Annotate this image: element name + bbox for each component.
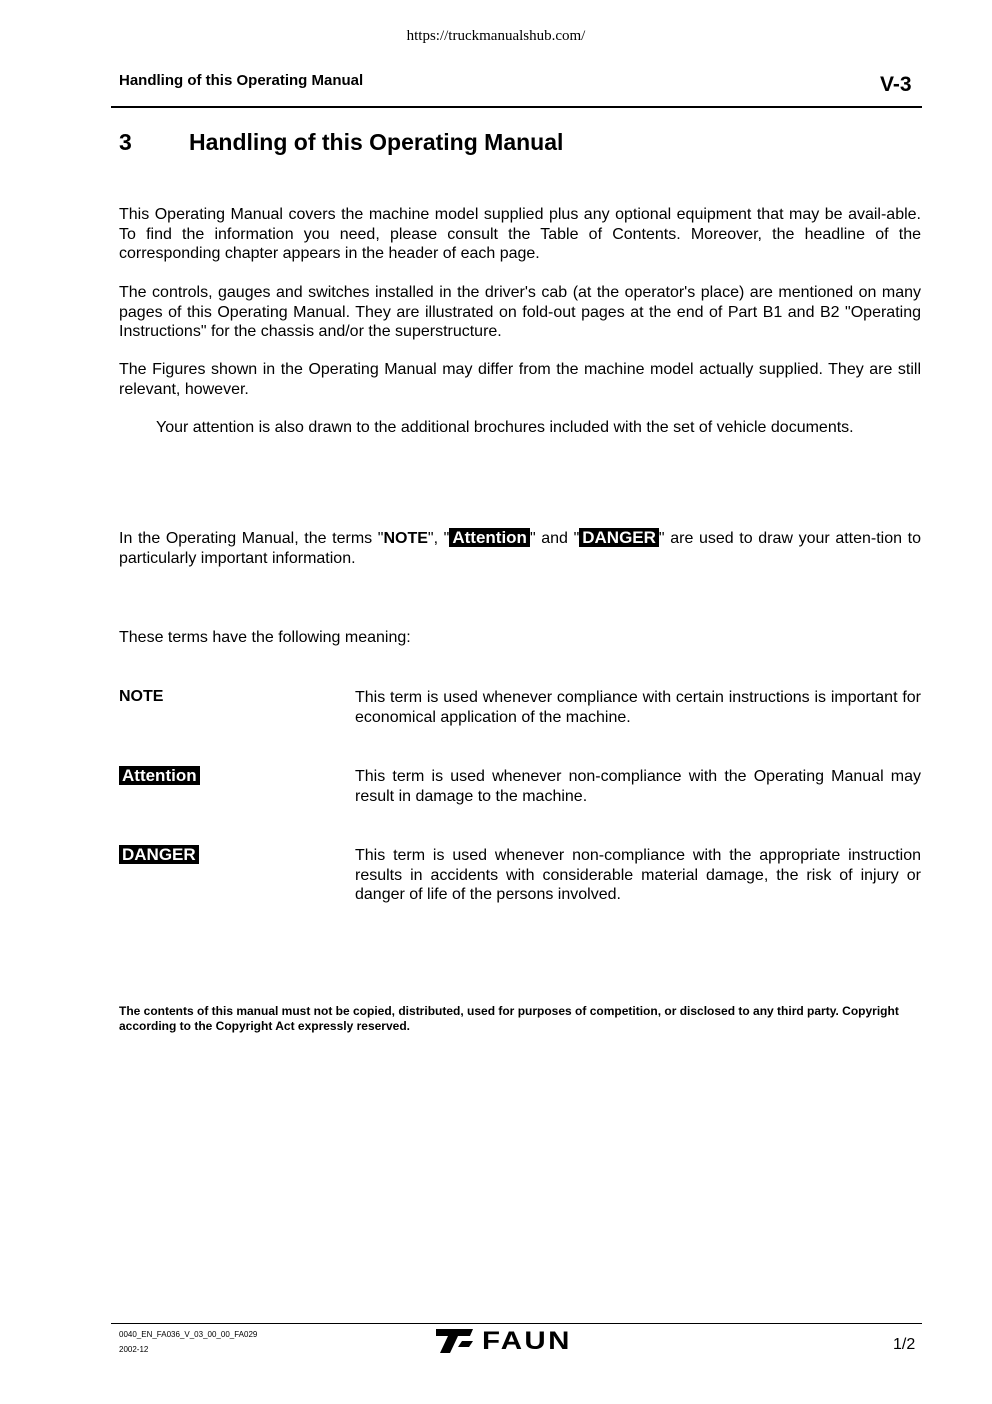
- attention-tag: Attention: [119, 766, 200, 785]
- note-term-inline: NOTE: [383, 530, 428, 547]
- term-definition-danger: This term is used whenever non-compliance with the appropriate instruction results in accidents with considerable material damage, the risk of injury or danger of life of the persons involved.: [355, 847, 921, 903]
- paragraph-controls: The controls, gauges and switches installed in the driver's cab (at the operator's place) are mentioned on many pages of this Operating Manual. They are illustrated on fold-out pages at the end of Part B1 and B2 "Operating Instructions" for the chassis and/or the superstructure.: [119, 284, 921, 340]
- attention-tag-inline: Attention: [449, 528, 530, 547]
- document-code: 0040_EN_FA036_V_03_00_00_FA029: [119, 1330, 258, 1339]
- paragraph-figures: The Figures shown in the Operating Manual may differ from the machine model actually supplied. They are still relevant, however.: [119, 361, 921, 398]
- term-definition-attention: This term is used whenever non-compliance with the Operating Manual may result in damage to the machine.: [355, 768, 921, 805]
- faun-logo: [436, 1326, 572, 1355]
- paragraph-intro: This Operating Manual covers the machine model supplied plus any optional equipment that may be avail-able. To find the information you need, please consult the Table of Contents. Moreover, the headline of the corresponding chapter appears in the header of each page.: [119, 206, 921, 262]
- term-label-attention: [119, 766, 200, 786]
- term-definition-note: This term is used whenever compliance with certain instructions is important for economical application of the machine.: [355, 689, 921, 726]
- danger-tag: DANGER: [119, 845, 199, 864]
- copyright-notice: The contents of this manual must not be copied, distributed, used for purposes of competition, or disclosed to any third party. Copyright according to the Copyright Act expressly reserved.: [119, 1004, 899, 1033]
- footer-divider: [111, 1323, 922, 1324]
- chapter-number: 3: [119, 129, 132, 155]
- running-header-page-id: V-3: [880, 73, 912, 96]
- paragraph-terms-intro: [119, 528, 921, 568]
- chapter-title: Handling of this Operating Manual: [189, 129, 564, 155]
- danger-tag-inline: DANGER: [579, 528, 659, 547]
- paragraph-brochures: Your attention is also drawn to the additional brochures included with the set of vehicle documents.: [156, 419, 854, 436]
- faun-emblem-icon: [436, 1329, 474, 1353]
- term-label-danger: [119, 845, 199, 865]
- source-url: https://truckmanualshub.com/: [406, 28, 586, 44]
- running-header-title: Handling of this Operating Manual: [119, 72, 364, 89]
- page-number: 1/2: [893, 1336, 916, 1353]
- header-divider: [111, 106, 922, 108]
- terms-intro-text-3: " and ": [529, 530, 580, 547]
- terms-intro-text-4: " are used to draw your atten-tion to particularly important information.: [119, 530, 921, 567]
- terms-intro-text-1: In the Operating Manual, the terms ": [119, 530, 384, 547]
- term-label-note: NOTE: [119, 688, 164, 705]
- terms-intro-text-2: ", ": [427, 530, 450, 547]
- document-date: 2002-12: [119, 1345, 149, 1354]
- faun-logo-wordmark: FAUN: [482, 1326, 572, 1355]
- meaning-intro: These terms have the following meaning:: [119, 629, 411, 646]
